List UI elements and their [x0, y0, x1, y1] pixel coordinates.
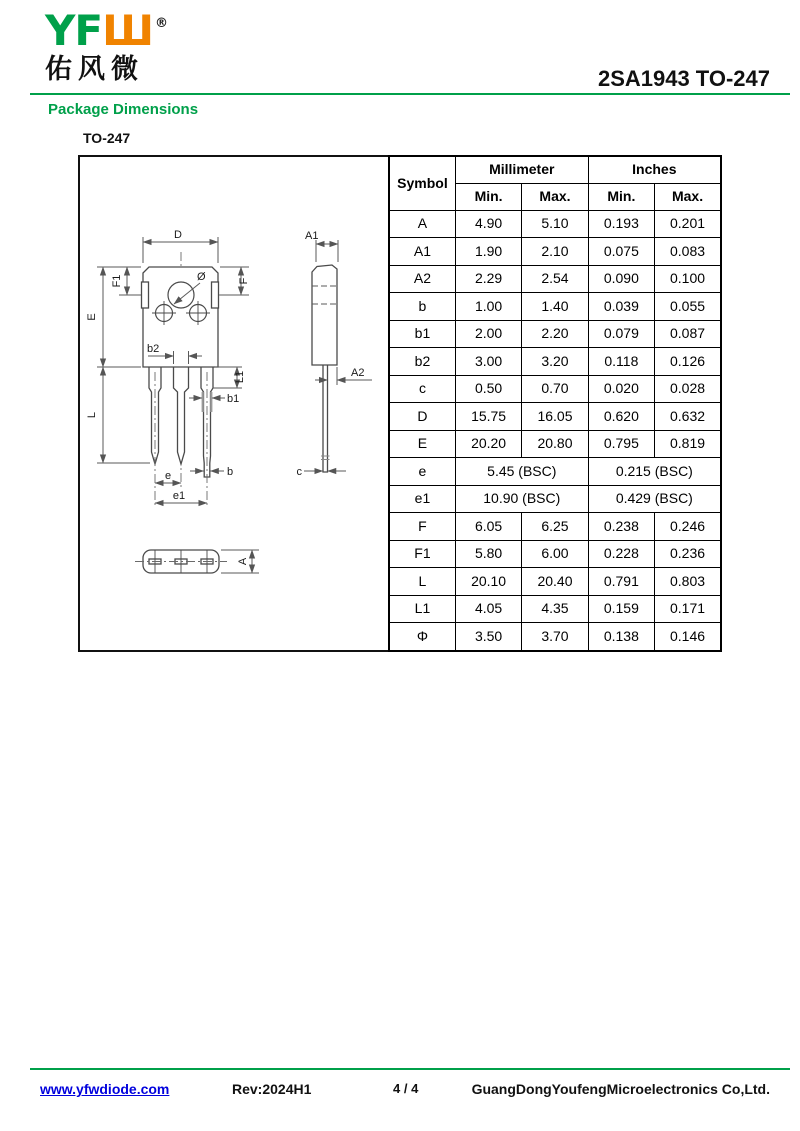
- table-row: b2 3.00 3.20 0.118 0.126: [389, 348, 721, 376]
- table-row: A2 2.29 2.54 0.090 0.100: [389, 265, 721, 293]
- col-header-inches: Inches: [588, 156, 721, 183]
- registered-trademark-icon: ®: [155, 16, 167, 31]
- table-row: D 15.75 16.05 0.620 0.632: [389, 403, 721, 431]
- website-link[interactable]: www.yfwdiode.com: [40, 1081, 170, 1097]
- col-header-in-max: Max.: [655, 183, 721, 210]
- bottom-view: [135, 550, 259, 573]
- col-header-mm-max: Max.: [522, 183, 588, 210]
- dim-label-a2: A2: [351, 367, 365, 379]
- revision-label: Rev:2024H1: [232, 1081, 312, 1097]
- col-header-symbol: Symbol: [389, 156, 455, 210]
- table-row: F 6.05 6.25 0.238 0.246: [389, 513, 721, 541]
- dim-label-d: D: [174, 229, 182, 241]
- col-header-millimeter: Millimeter: [455, 156, 588, 183]
- table-row: L1 4.05 4.35 0.159 0.171: [389, 595, 721, 623]
- part-number-title: 2SA1943 TO-247: [597, 66, 770, 91]
- package-drawing: [80, 157, 390, 650]
- page-number: 4 / 4: [393, 1081, 419, 1096]
- dim-label-l1: L1: [234, 370, 246, 384]
- dim-label-f1: F1: [111, 274, 123, 288]
- header-divider: [30, 93, 790, 95]
- company-name: GuangDongYoufengMicroelectronics Co,Ltd.: [471, 1081, 770, 1097]
- col-header-in-min: Min.: [588, 183, 654, 210]
- dim-label-phi: Ø: [197, 271, 206, 283]
- table-row: L 20.10 20.40 0.791 0.803: [389, 568, 721, 596]
- package-name-label: TO-247: [83, 130, 131, 146]
- package-dimensions-figure: [78, 155, 722, 652]
- table-row: F1 5.80 6.00 0.228 0.236: [389, 540, 721, 568]
- dim-label-a: A: [237, 557, 249, 566]
- dim-label-e-body: E: [86, 313, 98, 321]
- dim-label-b1: b1: [227, 393, 240, 405]
- front-view: [86, 229, 250, 507]
- dim-label-f: F: [238, 277, 250, 285]
- dimension-table: [388, 155, 722, 652]
- table-row: b 1.00 1.40 0.039 0.055: [389, 293, 721, 321]
- table-row: b1 2.00 2.20 0.079 0.087: [389, 320, 721, 348]
- dim-label-e-pitch: e: [164, 470, 172, 482]
- table-row: Φ 3.50 3.70 0.138 0.146: [389, 623, 721, 652]
- table-row: E 20.20 20.80 0.795 0.819: [389, 430, 721, 458]
- table-row: A 4.90 5.10 0.193 0.201: [389, 210, 721, 238]
- section-title: Package Dimensions: [48, 101, 199, 118]
- table-row: A1 1.90 2.10 0.075 0.083: [389, 238, 721, 266]
- logo-chinese-name: 佑风微: [45, 54, 144, 84]
- dim-label-c: c: [296, 466, 302, 478]
- dim-label-a1: A1: [305, 230, 319, 242]
- col-header-mm-min: Min.: [455, 183, 521, 210]
- table-row: c 0.50 0.70 0.020 0.028: [389, 375, 721, 403]
- logo-text-green: YF: [45, 6, 103, 55]
- brand-logo: [45, 6, 167, 85]
- dim-label-b2: b2: [147, 343, 160, 355]
- dim-label-b: b: [227, 466, 234, 478]
- dim-label-e1: e1: [172, 490, 186, 502]
- logo-text-orange: Ш: [102, 6, 153, 55]
- footer-divider: [30, 1068, 790, 1070]
- table-row: e 5.45 (BSC) 0.215 (BSC): [389, 458, 721, 486]
- table-row: e1 10.90 (BSC) 0.429 (BSC): [389, 485, 721, 513]
- side-view: [297, 230, 373, 478]
- dimension-table-container: [388, 155, 722, 652]
- dim-label-l: L: [86, 411, 98, 419]
- logo-wordmark: [45, 6, 167, 55]
